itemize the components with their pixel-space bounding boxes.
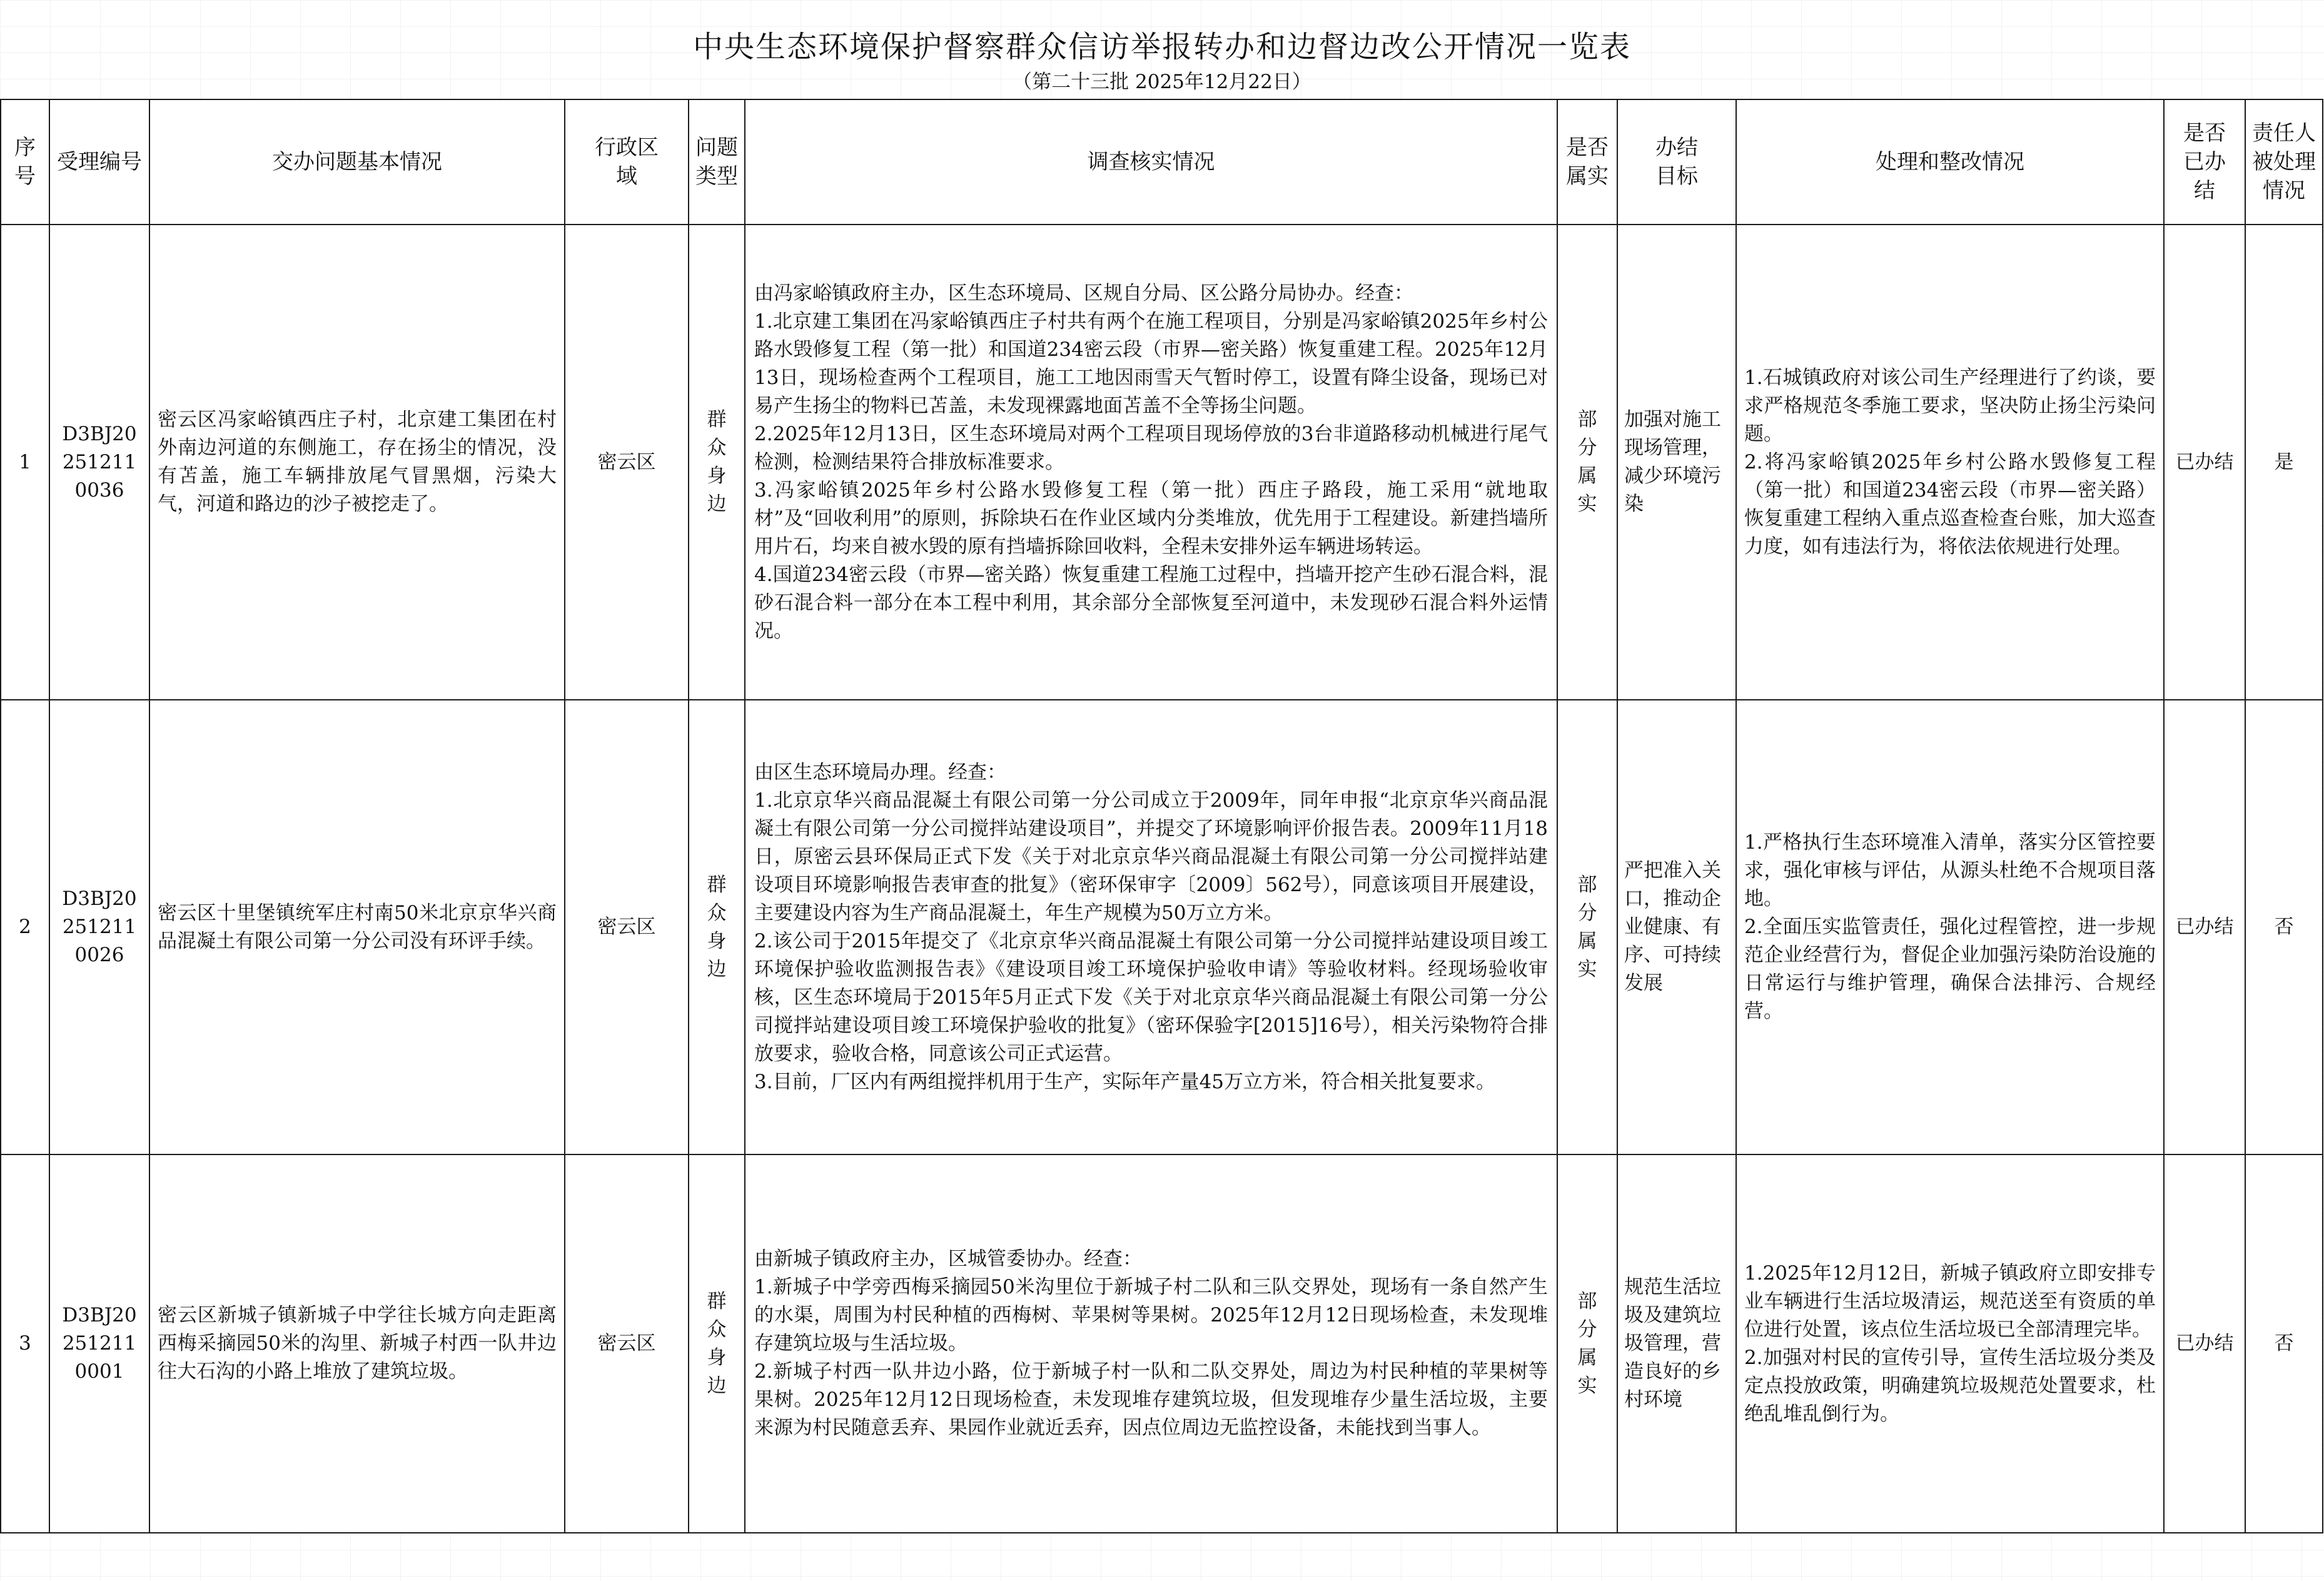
row-code: D3BJ202512110036	[49, 225, 149, 700]
row-accountability: 否	[2245, 700, 2323, 1154]
investigation-paragraph: 由冯家峪镇政府主办，区生态环境局、区规自分局、区公路分局协办。经查：	[754, 281, 1413, 305]
header-closed: 是否已办结	[2164, 99, 2245, 225]
investigation-paragraph: 3.冯家峪镇2025年乡村公路水毁修复工程（第一批）西庄子路段，施工采用“就地取材”及“回收利用”的原则，拆除块石在作业区域内分类堆放，优先用于工程建设。新建挡墙所用片石，均来自被水毁的原有挡墙拆除回收料，全程未安排外运车辆进场转运。	[754, 478, 1548, 558]
handling-paragraph: 1.石城镇政府对该公司生产经理进行了约谈，要求严格规范冬季施工要求，坚决防止扬尘污染问题。	[1744, 366, 2156, 445]
handling-paragraph: 2.全面压实监管责任，强化过程管控，进一步规范企业经营行为，督促企业加强污染防治设施的日常运行与维护管理，确保合法排污、合规经营。	[1744, 916, 2156, 1023]
row-handling	[1736, 700, 2164, 1154]
header-summary: 交办问题基本情况	[149, 99, 565, 225]
row-type: 群众身边	[689, 1154, 745, 1533]
investigation-paragraph: 由区生态环境局办理。经查：	[754, 760, 1006, 784]
row-type: 群众身边	[689, 700, 745, 1154]
handling-paragraph: 2.加强对村民的宣传引导，宣传生活垃圾分类及定点投放政策，明确建筑垃圾规范处置要求，杜绝乱堆乱倒行为。	[1744, 1346, 2156, 1425]
row-handling	[1736, 225, 2164, 700]
handling-paragraph: 1.2025年12月12日，新城子镇政府立即安排专业车辆进行生活垃圾清运，规范送至有资质的单位进行处置，该点位生活垃圾已全部清理完毕。	[1744, 1261, 2156, 1341]
page-subtitle: （第二十三批 2025年12月22日）	[1013, 71, 1311, 93]
row-verified: 部分属实	[1557, 700, 1617, 1154]
row-investigation	[745, 700, 1557, 1154]
row-handling	[1736, 1154, 2164, 1533]
row-summary: 密云区十里堡镇统军庄村南50米北京京华兴商品混凝土有限公司第一分公司没有环评手续。	[149, 700, 565, 1154]
row-goal: 严把准入关口，推动企业健康、有序、可持续发展	[1617, 700, 1736, 1154]
row-index: 1	[1, 225, 49, 700]
row-region: 密云区	[565, 700, 689, 1154]
row-code: D3BJ202512110026	[49, 700, 149, 1154]
table-row	[1, 1154, 2323, 1533]
row-index: 3	[1, 1154, 49, 1533]
table-row	[1, 700, 2323, 1154]
row-accountability: 是	[2245, 225, 2323, 700]
table-row	[1, 225, 2323, 700]
row-index: 2	[1, 700, 49, 1154]
row-investigation	[745, 1154, 1557, 1533]
row-closed: 已办结	[2164, 225, 2245, 700]
header-region: 行政区域	[565, 99, 689, 225]
investigation-paragraph: 3.目前，厂区内有两组搅拌机用于生产，实际年产量45万立方米，符合相关批复要求。	[754, 1070, 1496, 1093]
header-code: 受理编号	[49, 99, 149, 225]
header-handling: 处理和整改情况	[1736, 99, 2164, 225]
investigation-paragraph: 2.2025年12月13日，区生态环境局对两个工程项目现场停放的3台非道路移动机械进行尾气检测，检测结果符合排放标准要求。	[754, 422, 1548, 473]
header-investigation: 调查核实情况	[745, 99, 1557, 225]
investigation-paragraph: 1.北京京华兴商品混凝土有限公司第一分公司成立于2009年，同年申报“北京京华兴商品混凝土有限公司第一分公司搅拌站建设项目”，并提交了环境影响评价报告表。2009年11月18日，原密云县环保局正式下发《关于对北京京华兴商品混凝土有限公司第一分公司搅拌站建设项目环境影响报告表审查的批复》（密环保审字〔2009〕562号），同意该项目开展建设，主要建设内容为生产商品混凝土，年生产规模为50万立方米。	[754, 789, 1548, 924]
handling-paragraph: 1.严格执行生态环境准入清单，落实分区管控要求，强化审核与评估，从源头杜绝不合规项目落地。	[1744, 831, 2156, 910]
row-region: 密云区	[565, 225, 689, 700]
row-region: 密云区	[565, 1154, 689, 1533]
table-header-row	[1, 99, 2323, 225]
row-closed: 已办结	[2164, 1154, 2245, 1533]
investigation-paragraph: 2.该公司于2015年提交了《北京京华兴商品混凝土有限公司第一分公司搅拌站建设项目竣工环境保护验收监测报告表》《建设项目竣工环境保护验收申请》等验收材料。经现场验收审核，区生态环境局于2015年5月正式下发《关于对北京京华兴商品混凝土有限公司第一分公司搅拌站建设项目竣工环境保护验收的批复》（密环保验字[2015]16号），相关污染物符合排放要求，验收合格，同意该公司正式运营。	[754, 929, 1548, 1065]
report-table	[0, 99, 2323, 1533]
header-verified: 是否属实	[1557, 99, 1617, 225]
investigation-paragraph: 1.北京建工集团在冯家峪镇西庄子村共有两个在施工程项目，分别是冯家峪镇2025年乡村公路水毁修复工程（第一批）和国道234密云段（市界—密关路）恢复重建工程。2025年12月13日，现场检查两个工程项目，施工工地因雨雪天气暂时停工，设置有降尘设备，现场已对易产生扬尘的物料已苫盖，未发现裸露地面苫盖不全等扬尘问题。	[754, 310, 1548, 417]
row-summary: 密云区冯家峪镇西庄子村，北京建工集团在村外南边河道的东侧施工，存在扬尘的情况，没有苫盖，施工车辆排放尾气冒黑烟，污染大气，河道和路边的沙子被挖走了。	[149, 225, 565, 700]
header-goal: 办结目标	[1617, 99, 1736, 225]
row-accountability: 否	[2245, 1154, 2323, 1533]
row-closed: 已办结	[2164, 700, 2245, 1154]
investigation-paragraph: 4.国道234密云段（市界—密关路）恢复重建工程施工过程中，挡墙开挖产生砂石混合料，混砂石混合料一部分在本工程中利用，其余部分全部恢复至河道中，未发现砂石混合料外运情况。	[754, 563, 1548, 642]
row-verified: 部分属实	[1557, 225, 1617, 700]
row-goal: 加强对施工现场管理，减少环境污染	[1617, 225, 1736, 700]
investigation-paragraph: 2.新城子村西一队井边小路，位于新城子村一队和二队交界处，周边为村民种植的苹果树等果树。2025年12月12日现场检查，未发现堆存建筑垃圾，但发现堆存少量生活垃圾，主要来源为村民随意丢弃、果园作业就近丢弃，因点位周边无监控设备，未能找到当事人。	[754, 1360, 1548, 1439]
header-accountability: 责任人被处理情况	[2245, 99, 2323, 225]
handling-paragraph: 2.将冯家峪镇2025年乡村公路水毁修复工程（第一批）和国道234密云段（市界—密关路）恢复重建工程纳入重点巡查检查台账，加大巡查力度，如有违法行为，将依法依规进行处理。	[1744, 450, 2156, 558]
row-summary: 密云区新城子镇新城子中学往长城方向走距离西梅采摘园50米的沟里、新城子村西一队井边往大石沟的小路上堆放了建筑垃圾。	[149, 1154, 565, 1533]
page-title: 中央生态环境保护督察群众信访举报转办和边督边改公开情况一览表	[692, 29, 1631, 64]
row-goal: 规范生活垃圾及建筑垃圾管理，营造良好的乡村环境	[1617, 1154, 1736, 1533]
header-index: 序号	[1, 99, 49, 225]
header-type: 问题类型	[689, 99, 745, 225]
row-investigation	[745, 225, 1557, 700]
investigation-paragraph: 由新城子镇政府主办，区城管委协办。经查：	[754, 1248, 1142, 1270]
row-code: D3BJ202512110001	[49, 1154, 149, 1533]
row-verified: 部分属实	[1557, 1154, 1617, 1533]
investigation-paragraph: 1.新城子中学旁西梅采摘园50米沟里位于新城子村二队和三队交界处，现场有一条自然产生的水渠，周围为村民种植的西梅树、苹果树等果树。2025年12月12日现场检查，未发现堆存建筑垃圾与生活垃圾。	[754, 1276, 1548, 1355]
row-type: 群众身边	[689, 225, 745, 700]
